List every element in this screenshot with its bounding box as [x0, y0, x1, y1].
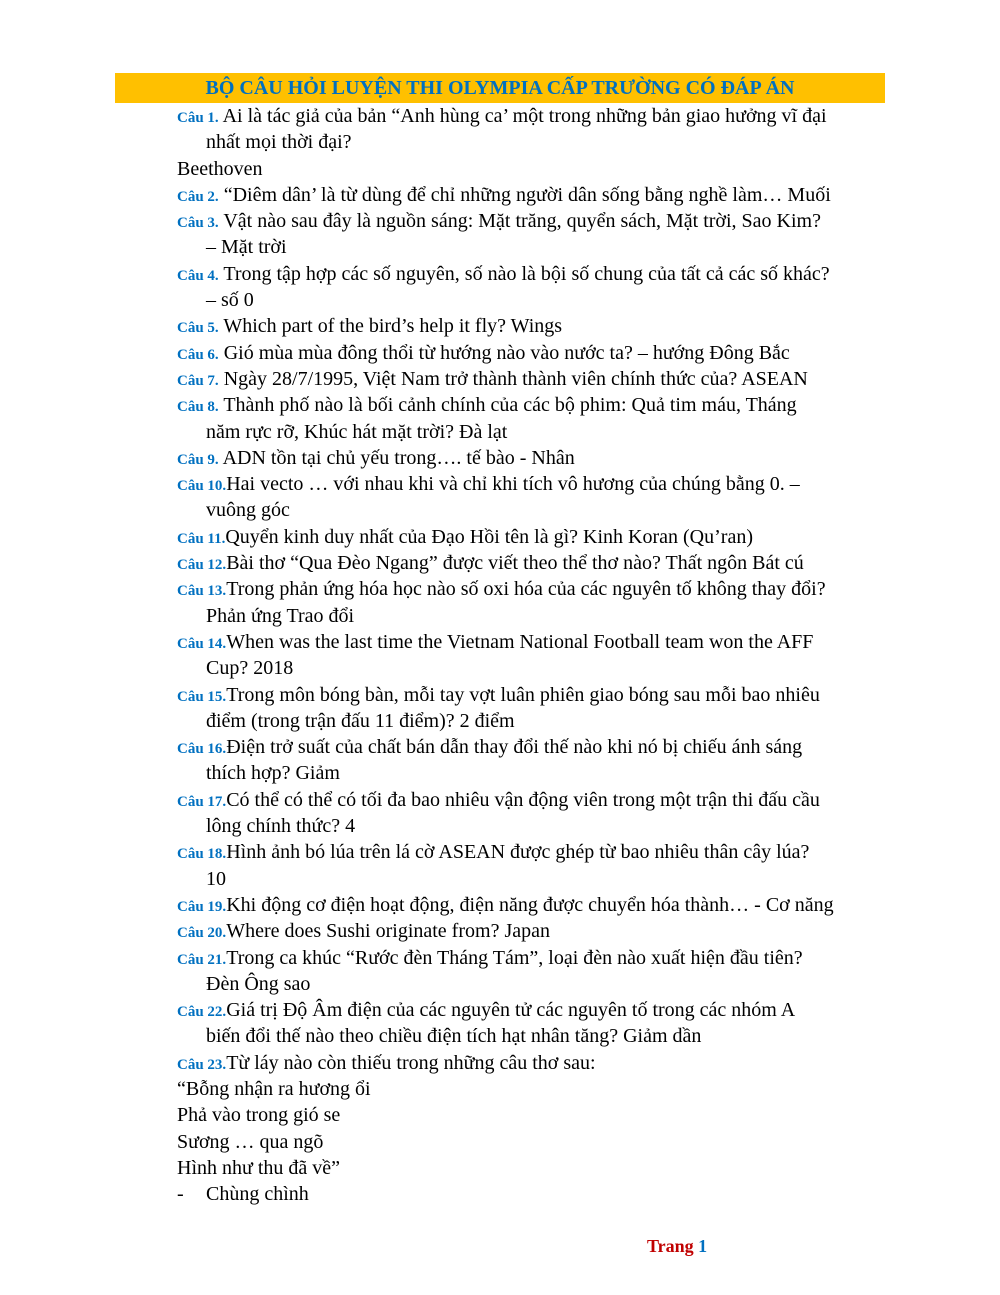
- question-line-continued: – Mặt trời: [206, 236, 287, 259]
- question-line: [177, 471, 889, 497]
- question-text: Where does Sushi originate from? Japan: [226, 920, 550, 943]
- question-number: Câu 22.: [177, 1004, 227, 1021]
- question-text: Vật nào sau đây là nguồn sáng: Mặt trăng, quyển sách, Mặt trời, Sao Kim?: [218, 210, 821, 233]
- question-line-continued: Đèn Ông sao: [206, 972, 311, 995]
- question-number: Câu 11.: [177, 530, 226, 547]
- question-line-continued: Cup? 2018: [206, 657, 294, 680]
- question-text: Ngày 28/7/1995, Việt Nam trở thành thành viên chính thức của? ASEAN: [218, 367, 808, 390]
- question-number: Câu 23.: [177, 1056, 227, 1073]
- question-text: Ai là tác giả của bản “Anh hùng ca’ một trong những bản giao hưởng vĩ đại: [218, 105, 827, 127]
- question-line-continued: Phản ứng Trao đổi: [206, 604, 355, 627]
- question-line: [177, 629, 889, 655]
- question-line-continued: lông chính thức? 4: [206, 815, 356, 838]
- question-line: [177, 576, 889, 602]
- bullet-dash: -: [177, 1183, 184, 1206]
- question-line: [177, 392, 889, 418]
- question-text: Which part of the bird’s help it fly? Wings: [218, 315, 563, 338]
- question-text: “Diêm dân’ là từ dùng để chỉ những người dân sống bằng nghề làm… Muối: [218, 183, 831, 206]
- question-text: Hai vecto … với nhau khi và chỉ khi tích vô hương của chúng bằng 0. –: [226, 473, 800, 496]
- question-line: [177, 366, 889, 392]
- question-line: [177, 182, 889, 208]
- question-line: [177, 918, 889, 944]
- question-line: [177, 340, 889, 366]
- question-line-continued: điểm (trong trận đấu 11 điểm)? 2 điểm: [206, 709, 515, 732]
- poem-line: Hình như thu đã về”: [177, 1156, 341, 1179]
- question-line: [177, 945, 889, 971]
- page-footer: [647, 1236, 707, 1257]
- question-line: [177, 997, 889, 1023]
- question-text: Giá trị Độ Âm điện của các nguyên tử các nguyên tố trong các nhóm A: [226, 999, 796, 1022]
- question-text: Trong phản ứng hóa học nào số oxi hóa của các nguyên tố không thay đổi?: [226, 578, 826, 601]
- question-number: Câu 4.: [177, 267, 219, 284]
- question-number: Câu 3.: [177, 215, 219, 232]
- question-text: Hình ảnh bó lúa trên lá cờ ASEAN được ghép từ bao nhiêu thân cây lúa?: [226, 841, 810, 864]
- question-line-continued: 10: [206, 867, 226, 890]
- question-line: [177, 103, 889, 129]
- question-line: [177, 892, 889, 918]
- question-number: Câu 13.: [177, 583, 227, 600]
- question-line-continued: thích hợp? Giảm: [206, 762, 340, 785]
- question-line-continued: – số 0: [206, 289, 254, 312]
- question-line: [177, 261, 889, 287]
- page-title: BỘ CÂU HỎI LUYỆN THI OLYMPIA CẤP TRƯỜNG CÓ ĐÁP ÁN: [205, 77, 795, 99]
- question-line: [177, 734, 889, 760]
- question-line: [177, 1050, 889, 1076]
- question-number: Câu 20.: [177, 925, 227, 942]
- question-number: Câu 14.: [177, 635, 227, 652]
- question-text: Khi động cơ điện hoạt động, điện năng được chuyển hóa thành… - Cơ năng: [226, 893, 834, 916]
- question-number: Câu 19.: [177, 898, 227, 915]
- question-line: [177, 787, 889, 813]
- question-number: Câu 17.: [177, 793, 227, 810]
- final-answer-text: Chùng chình: [206, 1183, 309, 1206]
- question-line: [177, 313, 889, 339]
- question-number: Câu 16.: [177, 741, 227, 758]
- poem-line: Phả vào trong gió se: [177, 1104, 341, 1127]
- page-number: 1: [698, 1236, 708, 1256]
- question-number: Câu 2.: [177, 188, 219, 205]
- question-text: Trong tập hợp các số nguyên, số nào là bội số chung của tất cả các số khác?: [218, 262, 830, 285]
- question-number: Câu 12.: [177, 557, 227, 574]
- question-number: Câu 18.: [177, 846, 227, 863]
- question-line-continued: vuông góc: [206, 499, 290, 522]
- question-line: [177, 208, 889, 234]
- final-answer-line: [177, 1181, 889, 1207]
- question-text: Gió mùa mùa đông thổi từ hướng nào vào nước ta? – hướng Đông Bắc: [218, 341, 790, 364]
- question-number: Câu 5.: [177, 320, 219, 337]
- poem-line: “Bỗng nhận ra hương ổi: [177, 1077, 371, 1100]
- question-line: [177, 839, 889, 865]
- question-text: Điện trở suất của chất bán dẫn thay đổi thế nào khi nó bị chiếu ánh sáng: [226, 736, 803, 759]
- answer-line: Beethoven: [177, 157, 263, 180]
- question-number: Câu 1.: [177, 110, 219, 126]
- question-text: ADN tồn tại chủ yếu trong…. tế bào - Nhân: [218, 446, 575, 469]
- question-number: Câu 21.: [177, 951, 227, 968]
- question-number: Câu 6.: [177, 346, 219, 363]
- question-number: Câu 7.: [177, 372, 219, 389]
- question-text: When was the last time the Vietnam National Football team won the AFF: [226, 630, 814, 653]
- question-text: Có thể có thể có tối đa bao nhiêu vận động viên trong một trận thi đấu cầu: [226, 788, 820, 811]
- question-line-continued: năm rực rỡ, Khúc hát mặt trời? Đà lạt: [206, 420, 508, 443]
- question-text: Quyển kinh duy nhất của Đạo Hồi tên là gì? Kinh Koran (Qu’ran): [225, 525, 753, 548]
- question-number: Câu 8.: [177, 399, 219, 416]
- question-line-continued: nhất mọi thời đại?: [206, 131, 352, 154]
- question-text: Từ láy nào còn thiếu trong những câu thơ sau:: [226, 1051, 596, 1074]
- question-list: [177, 103, 889, 1207]
- poem-line: Sương … qua ngõ: [177, 1130, 324, 1153]
- question-line: [177, 445, 889, 471]
- question-text: Bài thơ “Qua Đèo Ngang” được viết theo thể thơ nào? Thất ngôn Bát cú: [226, 552, 804, 575]
- question-line: [177, 550, 889, 576]
- question-line: [177, 524, 889, 550]
- page-label: Trang: [647, 1236, 694, 1256]
- question-number: Câu 15.: [177, 688, 227, 705]
- question-text: Thành phố nào là bối cảnh chính của các bộ phim: Quả tim máu, Tháng: [218, 394, 797, 417]
- question-line: [177, 682, 889, 708]
- question-number: Câu 9.: [177, 451, 219, 468]
- question-text: Trong môn bóng bàn, mỗi tay vợt luân phiên giao bóng sau mỗi bao nhiêu: [226, 683, 820, 706]
- question-line-continued: biến đổi thế nào theo chiều điện tích hạt nhân tăng? Giảm dần: [206, 1025, 702, 1048]
- question-number: Câu 10.: [177, 478, 227, 495]
- question-text: Trong ca khúc “Rước đèn Tháng Tám”, loại đèn nào xuất hiện đầu tiên?: [226, 946, 803, 969]
